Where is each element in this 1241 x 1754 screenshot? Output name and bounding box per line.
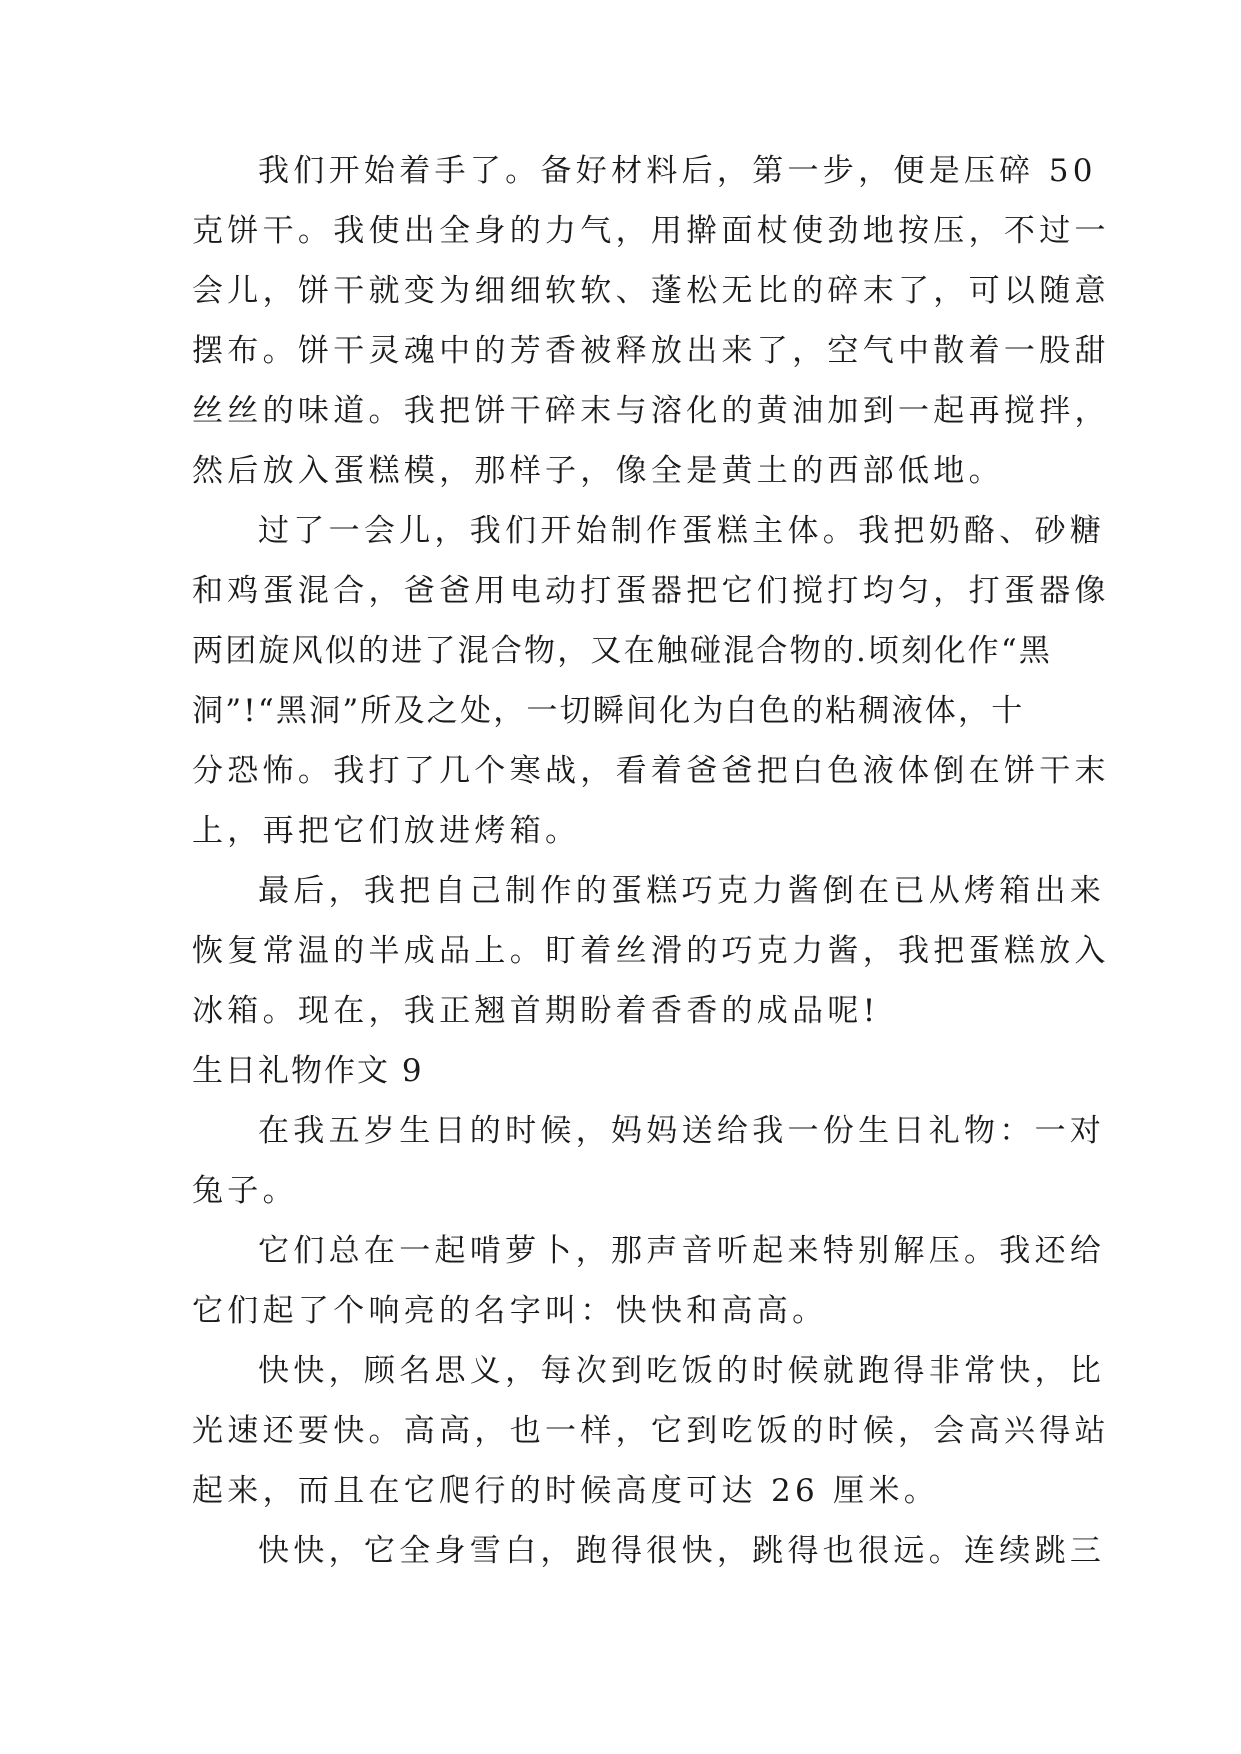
text-line: 兔子。 <box>192 1173 298 1209</box>
text-line: 它们总在一起啃萝卜，那声音听起来特别解压。我还给 <box>258 1233 1106 1269</box>
text-line: 在我五岁生日的时候，妈妈送给我一份生日礼物：一对 <box>258 1113 1106 1149</box>
text-line: 丝丝的味道。我把饼干碎末与溶化的黄油加到一起再搅拌， <box>192 393 1110 429</box>
text-line: 摆布。饼干灵魂中的芳香被释放出来了，空气中散着一股甜 <box>192 333 1110 369</box>
text-line: 洞”!“黑洞”所及之处，一切瞬间化为白色的粘稠液体，十 <box>192 693 1025 729</box>
text-line: 快快，顾名思义，每次到吃饭的时候就跑得非常快，比 <box>258 1353 1106 1389</box>
text-line: 然后放入蛋糕模，那样子，像全是黄土的西部低地。 <box>192 453 1004 489</box>
text-line: 克饼干。我使出全身的力气，用擀面杖使劲地按压，不过一 <box>192 213 1110 249</box>
text-line: 过了一会儿，我们开始制作蛋糕主体。我把奶酪、砂糖 <box>258 513 1106 549</box>
text-line: 和鸡蛋混合，爸爸用电动打蛋器把它们搅打均匀，打蛋器像 <box>192 573 1110 609</box>
text-line: 分恐怖。我打了几个寒战，看着爸爸把白色液体倒在饼干末 <box>192 753 1110 789</box>
text-line: 起来，而且在它爬行的时候高度可达 26 厘米。 <box>192 1473 940 1509</box>
text-line: 会儿，饼干就变为细细软软、蓬松无比的碎末了，可以随意 <box>192 273 1110 309</box>
text-line: 最后，我把自己制作的蛋糕巧克力酱倒在已从烤箱出来 <box>258 873 1106 909</box>
text-line: 上，再把它们放进烤箱。 <box>192 813 581 849</box>
text-line: 快快，它全身雪白，跑得很快，跳得也很远。连续跳三 <box>258 1533 1106 1569</box>
text-line: 恢复常温的半成品上。盯着丝滑的巧克力酱，我把蛋糕放入 <box>192 933 1110 969</box>
text-line: 冰箱。现在，我正翘首期盼着香香的成品呢! <box>192 993 880 1029</box>
text-line: 光速还要快。高高，也一样，它到吃饭的时候，会高兴得站 <box>192 1413 1110 1449</box>
text-line: 两团旋风似的进了混合物，又在触碰混合物的.顷刻化作“黑 <box>192 633 1053 669</box>
section-heading: 生日礼物作文 9 <box>192 1053 424 1089</box>
text-line: 它们起了个响亮的名字叫：快快和高高。 <box>192 1293 828 1329</box>
text-line: 我们开始着手了。备好材料后，第一步，便是压碎 50 <box>258 153 1097 189</box>
